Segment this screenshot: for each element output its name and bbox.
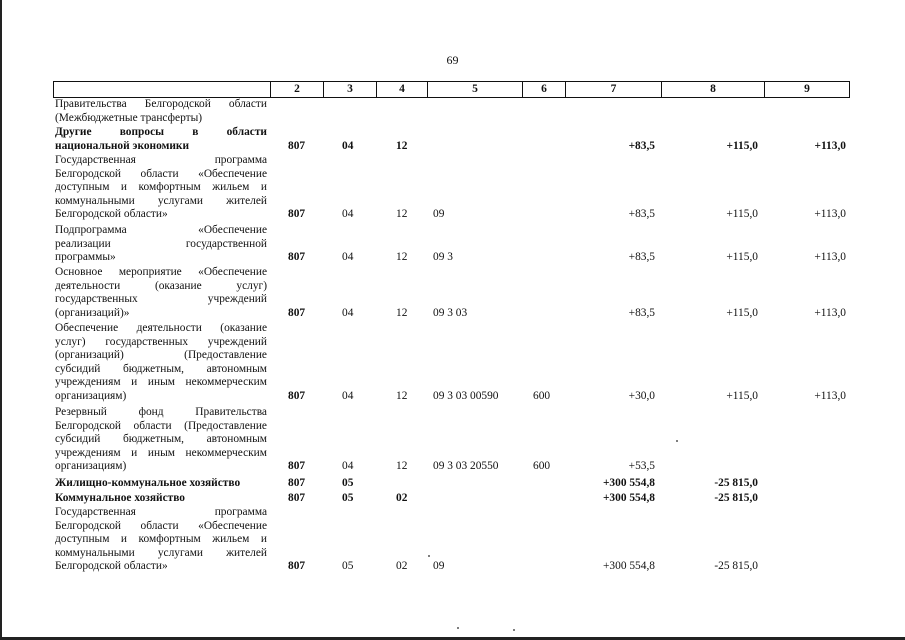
header-cell-3: 3 (347, 83, 353, 95)
scan-speck (428, 555, 430, 557)
description-line: Белгородской области» (55, 560, 168, 573)
ved-code: 807 (288, 208, 306, 221)
page-edge-left (0, 0, 2, 640)
description-line: организациям) (55, 460, 127, 473)
section-code: 04 (342, 306, 354, 319)
amount-col-7: +300 554,8 (603, 560, 655, 573)
ved-code: 807 (288, 492, 306, 504)
row-description (55, 506, 267, 574)
amount-col-8: +115,0 (726, 306, 758, 319)
scan-speck (676, 440, 678, 442)
subsection-code: 02 (396, 560, 408, 573)
description-line: Резервный фонд Правительства (55, 406, 267, 418)
header-cell-7: 7 (610, 83, 617, 95)
header-cell-5: 5 (472, 83, 478, 95)
row-description (55, 126, 267, 153)
amount-col-9: +113,0 (814, 251, 846, 264)
header-cell-1 (54, 82, 270, 97)
subsection-code: 12 (396, 306, 408, 319)
row-description (55, 266, 267, 320)
ved-code: 807 (288, 477, 306, 489)
amount-col-8: -25 815,0 (714, 560, 758, 573)
section-code: 04 (342, 390, 354, 402)
target-article-code: 09 3 03 20550 (433, 460, 499, 473)
amount-col-7: +30,0 (628, 390, 655, 402)
amount-col-9: +113,0 (814, 208, 846, 221)
description-line: Белгородской области «Обеспечение (55, 519, 267, 532)
ved-code: 807 (288, 560, 306, 573)
description-line: Основное мероприятие «Обеспечение (55, 266, 267, 278)
description-line: Коммунальное хозяйство (55, 492, 185, 504)
amount-col-7: +83,5 (628, 251, 655, 264)
amount-col-8: -25 815,0 (714, 477, 758, 489)
target-article-code: 09 3 03 00590 (433, 390, 499, 402)
description-line: деятельности (оказание услуг) (55, 279, 267, 292)
page-number: 69 (446, 53, 459, 67)
section-code: 04 (342, 460, 354, 473)
description-line: Белгородской области (Предоставление (55, 419, 267, 432)
header-cell-4: 4 (399, 83, 405, 95)
amount-col-8: +115,0 (726, 251, 758, 264)
subsection-code: 12 (396, 460, 408, 473)
target-article-code: 09 (433, 560, 445, 573)
row-description (55, 406, 267, 474)
amount-col-8: -25 815,0 (714, 492, 758, 504)
description-line: (организаций)» (55, 306, 130, 319)
table-header (53, 81, 850, 98)
section-code: 04 (342, 251, 354, 264)
expense-type-code: 600 (533, 460, 551, 473)
amount-col-9: +113,0 (814, 390, 846, 402)
description-line: национальной экономики (55, 139, 190, 152)
target-article-code: 09 3 03 (433, 306, 468, 319)
amount-col-8: +115,0 (726, 390, 758, 402)
description-line: (Межбюджетные трансферты) (55, 111, 203, 124)
description-line: Белгородской области «Обеспечение (55, 167, 267, 180)
section-code: 04 (342, 139, 354, 152)
description-line: учреждениям и иным некоммерческим (55, 446, 267, 459)
description-line: Государственная программа (55, 506, 267, 518)
description-line: Другие вопросы в области (55, 126, 267, 138)
row-description (55, 98, 267, 125)
subsection-code: 02 (396, 492, 408, 504)
subsection-code: 12 (396, 390, 408, 402)
scan-speck (513, 629, 515, 631)
ved-code: 807 (288, 390, 306, 402)
ved-code: 807 (288, 139, 306, 152)
ved-code: 807 (288, 460, 306, 473)
target-article-code: 09 (433, 208, 445, 221)
row-description (55, 492, 267, 506)
row-description (55, 224, 267, 265)
subsection-code: 12 (396, 208, 408, 221)
scan-speck (457, 627, 459, 629)
description-line: государственных учреждений (55, 293, 267, 306)
amount-col-7: +300 554,8 (602, 492, 655, 504)
description-line: реализации государственной (55, 237, 267, 250)
section-code: 05 (342, 492, 354, 504)
description-line: Правительства Белгородской области (55, 98, 267, 110)
header-cell-8: 8 (710, 83, 716, 95)
amount-col-7: +83,5 (628, 208, 655, 221)
amount-col-9: +113,0 (814, 139, 846, 152)
description-line: субсидий бюджетным, автономным (55, 362, 267, 375)
description-line: доступным и комфортным жильем и (55, 533, 267, 546)
ved-code: 807 (288, 306, 306, 319)
description-line: Обеспечение деятельности (оказание (55, 322, 267, 334)
description-line: Жилищно-коммунальное хозяйство (55, 477, 241, 489)
amount-col-7: +83,5 (628, 139, 655, 152)
amount-col-7: +83,5 (628, 306, 655, 319)
section-code: 05 (342, 477, 354, 489)
expense-type-code: 600 (533, 390, 551, 402)
amount-col-7: +300 554,8 (602, 477, 655, 489)
row-description (55, 322, 267, 404)
description-line: Государственная программа (55, 154, 267, 166)
target-article-code: 09 3 (433, 251, 453, 264)
amount-col-8: +115,0 (726, 139, 758, 152)
subsection-code: 12 (396, 139, 408, 152)
description-line: коммунальными услугами жителей (55, 546, 267, 559)
description-line: Белгородской области» (55, 208, 168, 221)
description-line: учреждениям и иным некоммерческим (55, 376, 267, 389)
description-line: субсидий бюджетным, автономным (55, 433, 267, 446)
section-code: 05 (342, 560, 354, 573)
header-cell-6: 6 (541, 83, 547, 95)
ved-code: 807 (288, 251, 306, 264)
description-line: (организаций) (Предоставление (55, 349, 267, 362)
description-line: Подпрограмма «Обеспечение (55, 224, 267, 236)
section-code: 04 (342, 208, 354, 221)
description-line: программы» (55, 251, 116, 264)
description-line: доступным и комфортным жильем и (55, 181, 267, 194)
row-description (55, 154, 267, 222)
description-line: организациям) (55, 389, 127, 402)
subsection-code: 12 (396, 251, 408, 264)
description-line: коммунальными услугами жителей (55, 194, 267, 207)
amount-col-7: +53,5 (628, 460, 655, 473)
header-cell-2: 2 (294, 83, 300, 95)
row-description (55, 477, 267, 491)
amount-col-9: +113,0 (814, 306, 846, 319)
amount-col-8: +115,0 (726, 208, 758, 221)
description-line: услуг) государственных учреждений (55, 335, 267, 348)
header-cell-9: 9 (804, 83, 810, 95)
